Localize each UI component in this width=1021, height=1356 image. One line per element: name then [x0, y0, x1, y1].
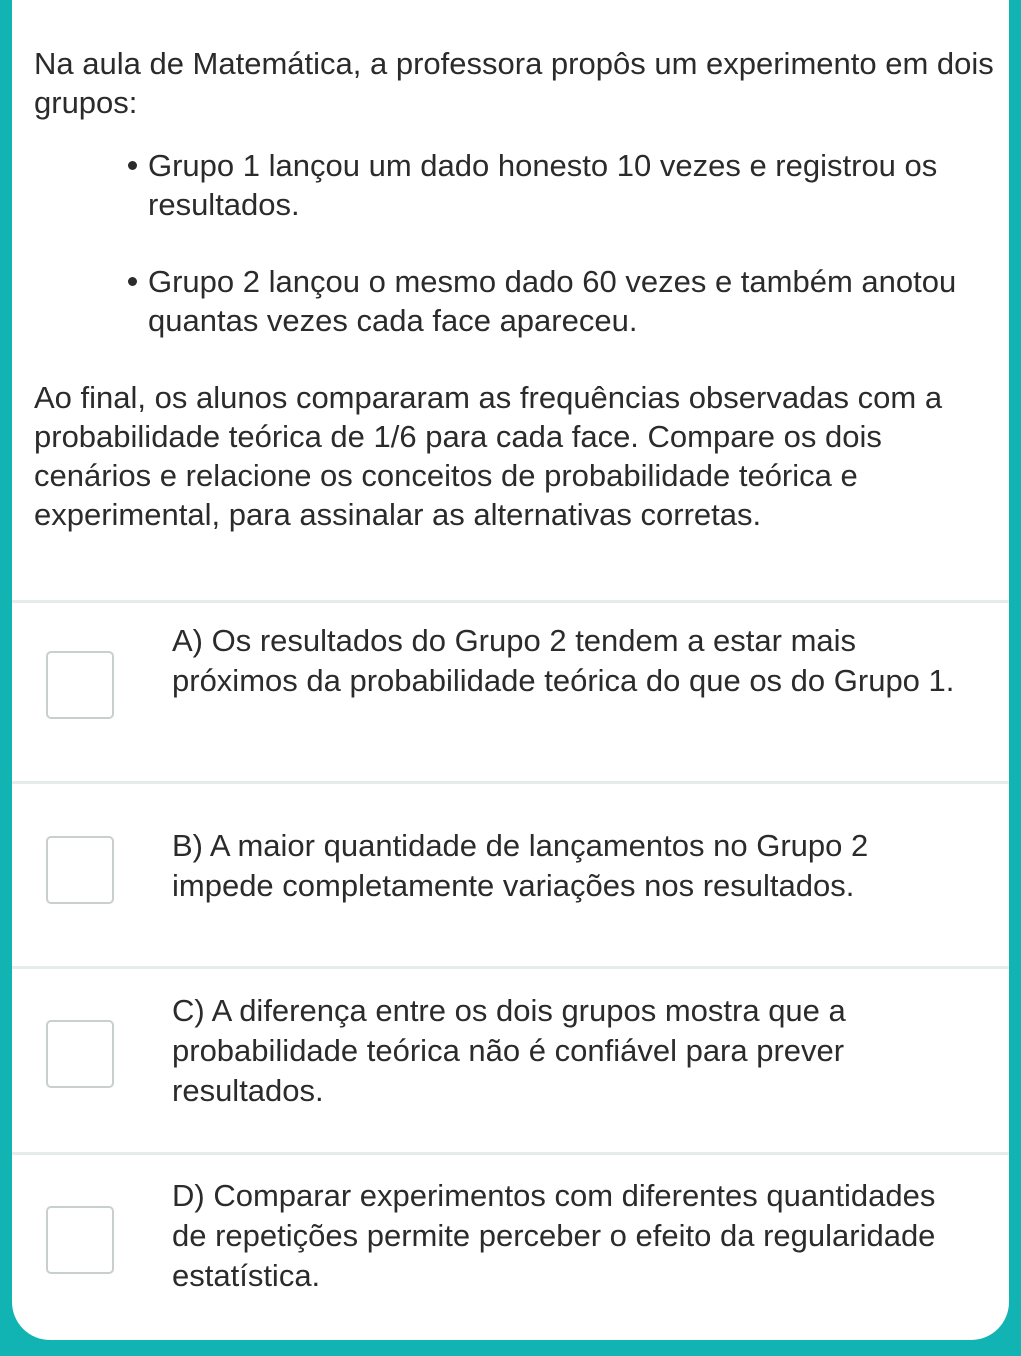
group-2-item	[34, 262, 994, 340]
group-2-text: Grupo 2 lançou o mesmo dado 60 vezes e também anotou quantas vezes cada face apareceu.	[148, 264, 957, 338]
option-d-text: D) Comparar experimentos com diferentes quantidades de repetições permite perceber o efeito da regularidade estatística.	[172, 1178, 936, 1293]
option-a-text: A) Os resultados do Grupo 2 tendem a estar mais próximos da probabilidade teórica do que os do Grupo 1.	[172, 623, 955, 698]
option-b-checkbox[interactable]	[46, 836, 114, 904]
bullet-icon	[128, 277, 137, 286]
question-conclusion: Ao final, os alunos compararam as frequências observadas com a probabilidade teórica de 1/6 para cada face. Compare os dois cenários e relacione os conceitos de probabilidade teórica e experimental, para assinalar as alternativas corretas.	[34, 380, 943, 532]
option-d-checkbox[interactable]	[46, 1206, 114, 1274]
option-b[interactable]	[12, 784, 1009, 966]
option-c[interactable]	[12, 969, 1009, 1152]
group-1-text: Grupo 1 lançou um dado honesto 10 vezes e registrou os resultados.	[148, 148, 938, 222]
question-intro: Na aula de Matemática, a professora propôs um experimento em dois grupos:	[34, 46, 994, 120]
option-c-text: C) A diferença entre os dois grupos mostra que a probabilidade teórica não é confiável para prever resultados.	[172, 993, 846, 1108]
group-list	[34, 146, 994, 340]
question-card	[12, 0, 1009, 1340]
bullet-icon	[128, 161, 137, 170]
question-statement	[34, 44, 994, 534]
option-d[interactable]	[12, 1155, 1009, 1305]
option-c-checkbox[interactable]	[46, 1020, 114, 1088]
option-b-text: B) A maior quantidade de lançamentos no Grupo 2 impede completamente variações nos resultados.	[172, 828, 869, 903]
group-1-item	[34, 146, 994, 224]
option-a[interactable]	[12, 603, 1009, 781]
option-a-checkbox[interactable]	[46, 651, 114, 719]
